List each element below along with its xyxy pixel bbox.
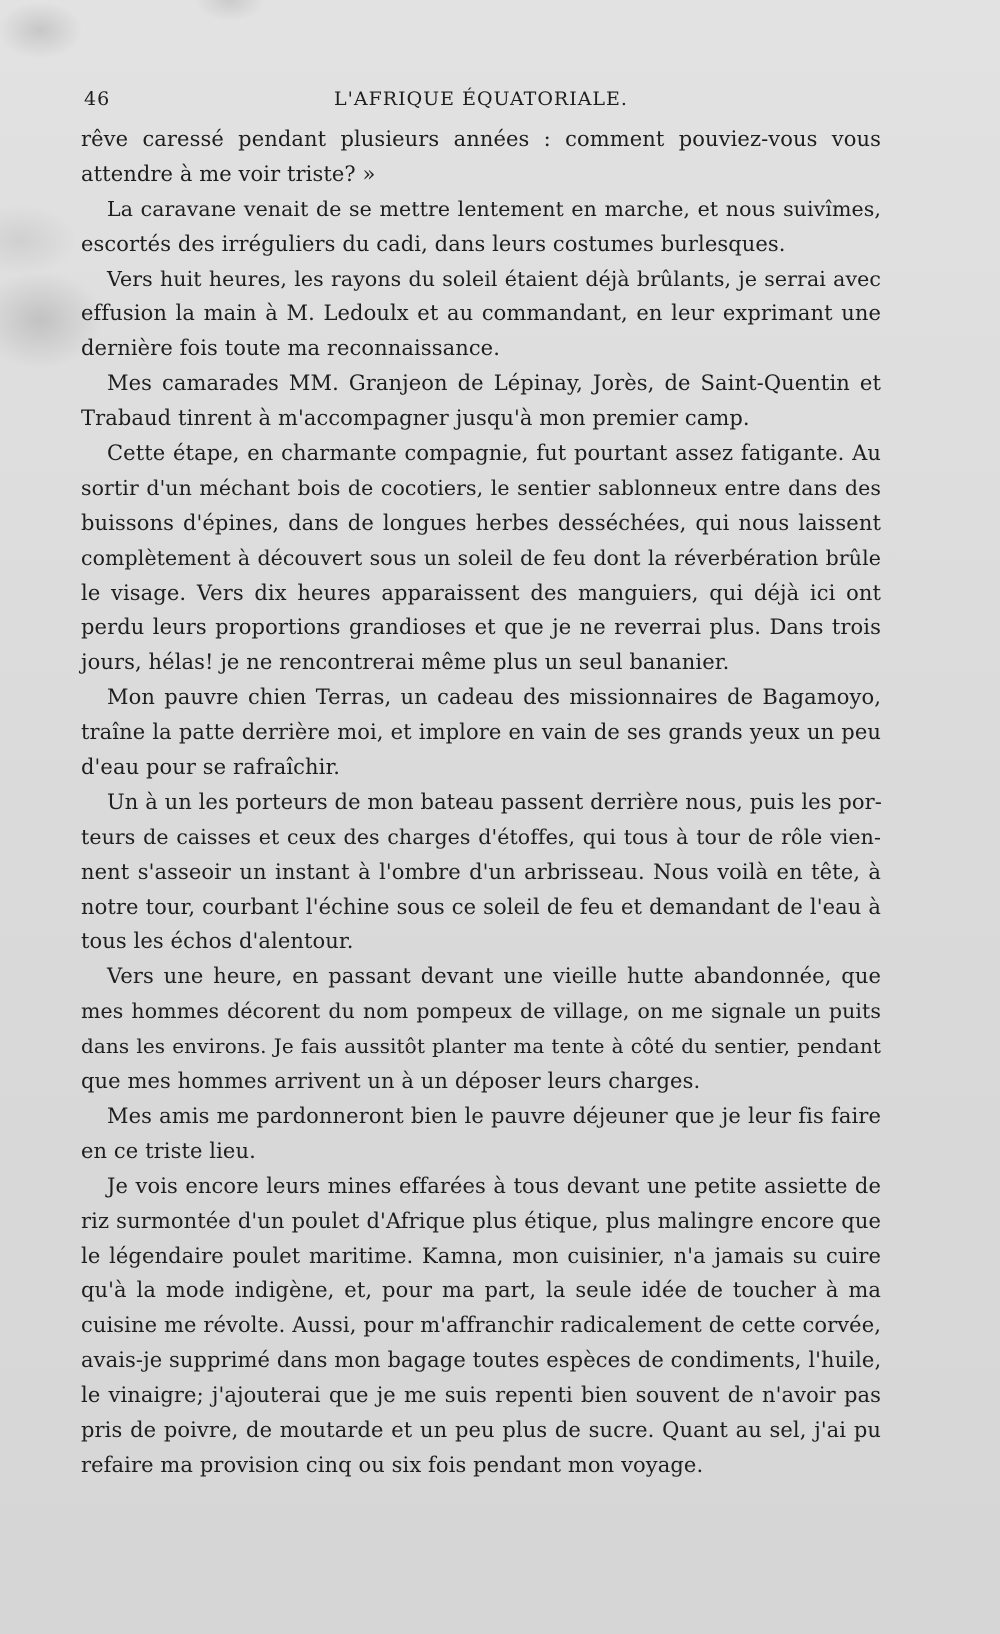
body-text [81,122,881,1483]
text-line: en ce triste lieu. [81,1138,256,1163]
text-line: cuisine me révolte. Aussi, pour m'affranchir radicalement de cette corvée, [81,1313,881,1338]
text-line: rêve caressé pendant plusieurs années : comment pouviez-vous vous [81,127,881,151]
text-line: le visage. Vers dix heures apparaissent des manguiers, qui déjà ici ont [81,580,881,605]
text-line: attendre à me voir triste? » [81,161,376,186]
text-line: pris de poivre, de moutarde et un peu plus de sucre. Quant au sel, j'ai pu [81,1417,881,1442]
text-line: riz surmontée d'un poulet d'Afrique plus étique, plus malingre encore que [81,1208,881,1233]
text-line: Cette étape, en charmante compagnie, fut pourtant assez fatigante. Au [107,441,881,466]
text-line: nent s'asseoir un instant à l'ombre d'un arbrisseau. Nous voilà en tête, à [81,859,881,884]
text-line: le légendaire poulet maritime. Kamna, mon cuisinier, n'a jamais su cuire [81,1243,881,1268]
text-line: teurs de caisses et ceux des charges d'étoffes, qui tous à tour de rôle vien- [81,824,881,849]
text-line: La caravane venait de se mettre lentement en marche, et nous suivîmes, [107,196,881,221]
text-line: dans les environs. Je fais aussitôt planter ma tente à côté du sentier, pendant [81,1034,881,1059]
text-line: buissons d'épines, dans de longues herbes desséchées, qui nous laissent [81,510,881,535]
text-line: perdu leurs proportions grandioses et que je ne reverrai plus. Dans trois [81,615,881,640]
text-line: sortir d'un méchant bois de cocotiers, le sentier sablonneux entre dans des [81,475,881,500]
text-line: le vinaigre; j'ajouterai que je me suis repenti bien souvent de n'avoir pas [81,1383,881,1408]
text-line: complètement à découvert sous un soleil de feu dont la réverbération brûle [81,545,881,570]
text-line: Un à un les porteurs de mon bateau passent derrière nous, puis les por- [107,789,882,814]
text-line: Vers huit heures, les rayons du soleil étaient déjà brûlants, je serrai avec [107,266,881,291]
text-line: jours, hélas! je ne rencontrerai même plus un seul bananier. [81,650,730,675]
text-line: escortés des irréguliers du cadi, dans leurs costumes burlesques. [81,231,786,256]
running-head [84,88,878,116]
text-line: Mon pauvre chien Terras, un cadeau des missionnaires de Bagamoyo, [107,685,881,710]
text-line: Vers une heure, en passant devant une vieille hutte abandonnée, que [107,964,881,989]
text-line: notre tour, courbant l'échine sous ce soleil de feu et demandant de l'eau à [81,894,881,919]
text-line: Mes amis me pardonneront bien le pauvre déjeuner que je leur fis faire [107,1103,881,1128]
text-line: d'eau pour se rafraîchir. [81,755,341,780]
text-line: que mes hommes arrivent un à un déposer leurs charges. [81,1069,701,1094]
text-line: avais-je supprimé dans mon bagage toutes espèces de condiments, l'huile, [81,1348,882,1373]
page-number: 46 [84,88,111,110]
text-line: traîne la patte derrière moi, et implore en vain de ses grands yeux un peu [81,720,881,745]
text-line: effusion la main à M. Ledoulx et au commandant, en leur exprimant une [81,301,881,326]
text-line: Trabaud tinrent à m'accompagner jusqu'à mon premier camp. [81,406,750,431]
text-line: dernière fois toute ma reconnaissance. [81,336,500,361]
text-line: Mes camarades MM. Granjeon de Lépinay, Jorès, de Saint-Quentin et [107,371,881,396]
text-line: mes hommes décorent du nom pompeux de village, on me signale un puits [81,999,881,1024]
running-head-title: L'AFRIQUE ÉQUATORIALE. [334,88,628,110]
text-line: qu'à la mode indigène, et, pour ma part, la seule idée de toucher à ma [81,1278,881,1303]
text-line: tous les échos d'alentour. [81,929,354,954]
text-line: refaire ma provision cinq ou six fois pendant mon voyage. [81,1452,704,1477]
text-line: Je vois encore leurs mines effarées à tous devant une petite assiette de [107,1173,881,1198]
